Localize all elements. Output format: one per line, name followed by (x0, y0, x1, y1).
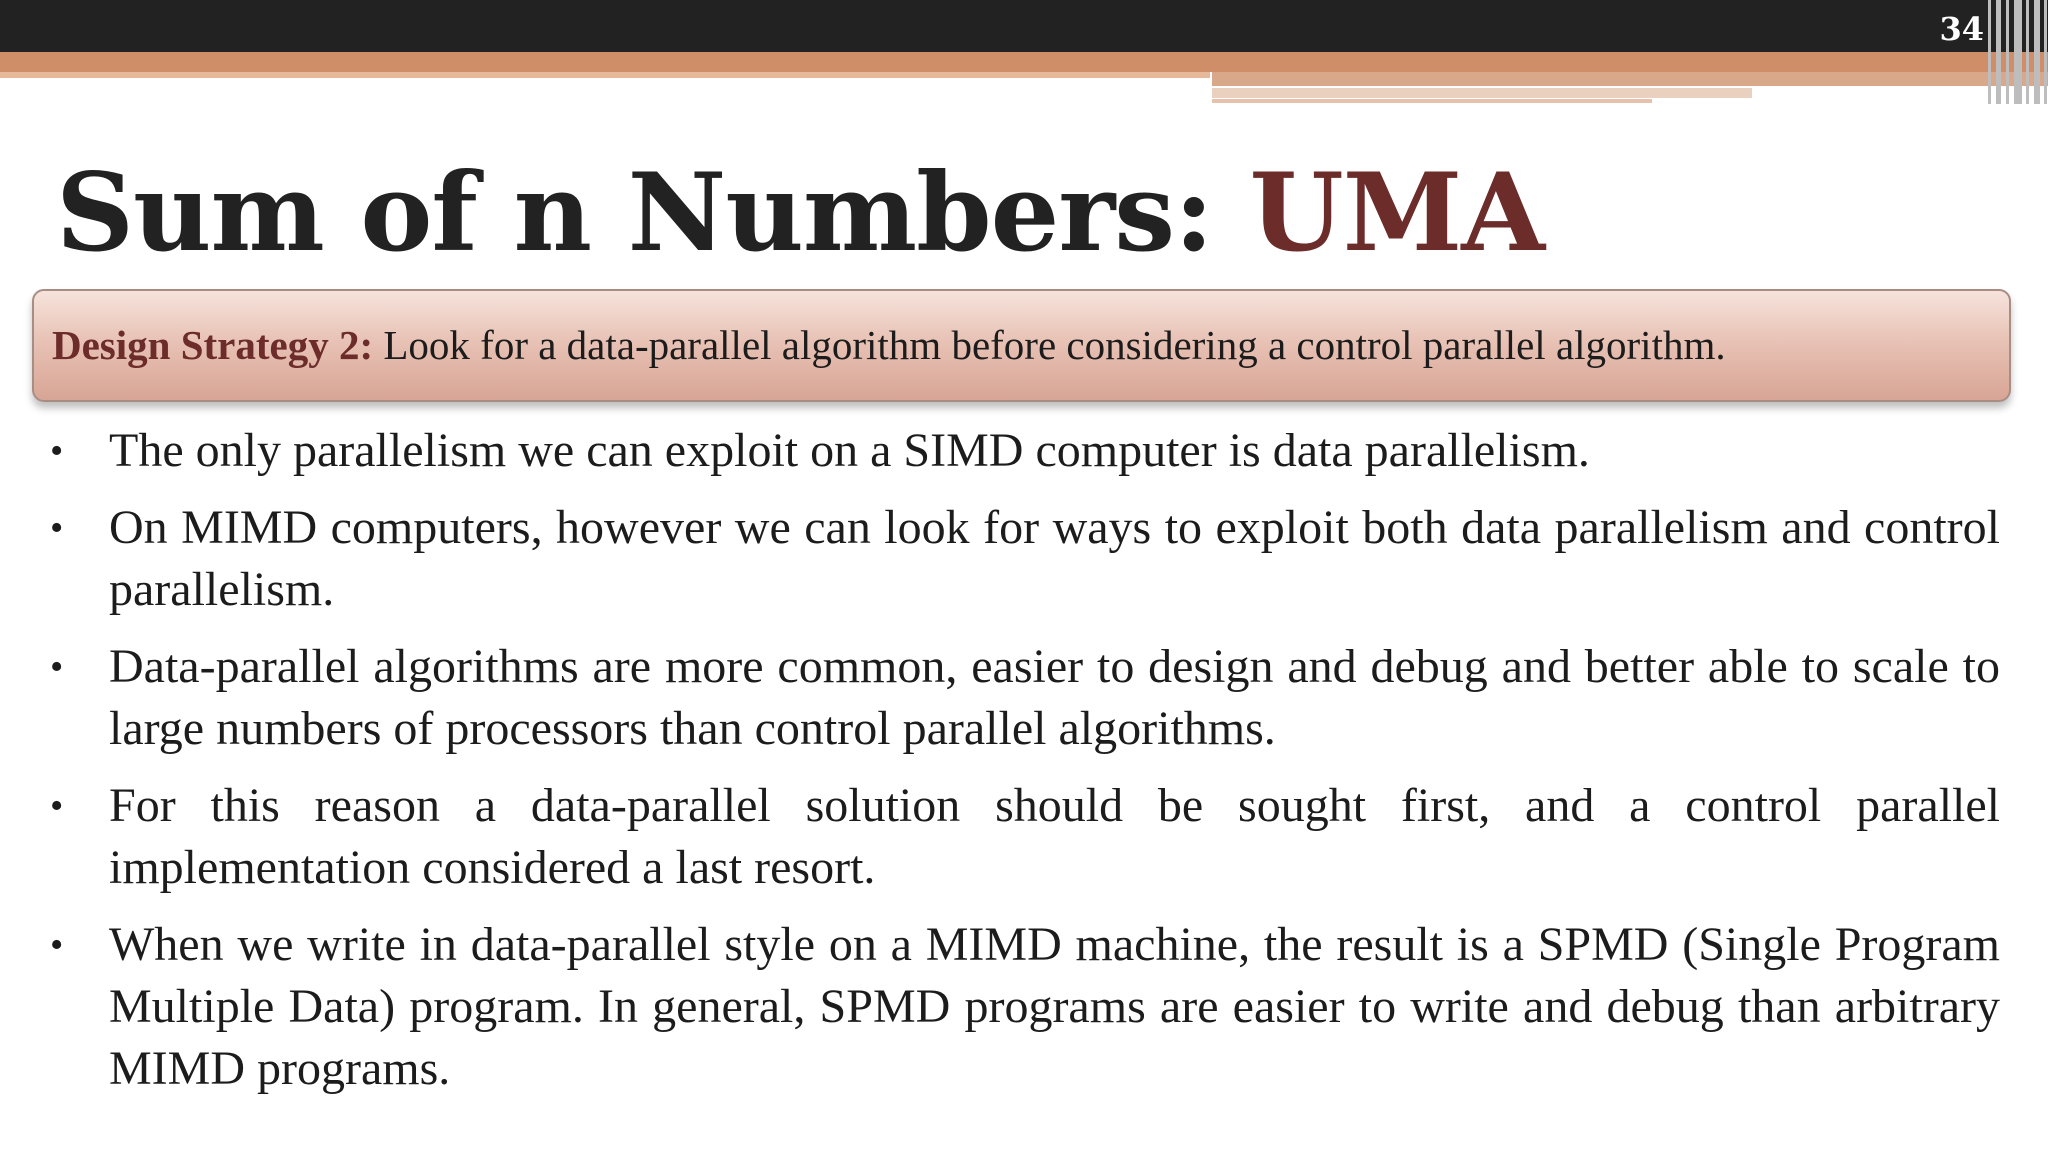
title-main: Sum of n Numbers: (56, 150, 1213, 276)
header-bar (0, 0, 2048, 52)
bullet-text: When we write in data-parallel style on a MIMD machine, the result is a SPMD (Single Program Multiple Data) program. In general, SPMD programs are easier to write and debug than arbitrary MIMD programs. (109, 918, 2000, 1095)
bullet-item (50, 497, 2000, 621)
strategy-label: Design Strategy 2: (52, 322, 374, 368)
bullet-item (50, 420, 2000, 482)
header-accent-band (1212, 72, 2048, 86)
bullet-dot-icon: • (50, 430, 64, 472)
header-accent-stripe-light (0, 72, 1210, 78)
bullet-dot-icon: • (50, 785, 64, 827)
bullet-dot-icon: • (50, 507, 64, 549)
bullet-item (50, 636, 2000, 760)
bullet-dot-icon: • (50, 646, 64, 688)
bullet-text: On MIMD computers, however we can look for ways to exploit both data parallelism and control parallelism. (109, 501, 2000, 616)
bullet-list (50, 420, 2000, 1115)
bullet-text: The only parallelism we can exploit on a SIMD computer is data parallelism. (109, 424, 1590, 477)
header-accent-line (1212, 99, 1652, 103)
header-accent-band-light (1212, 88, 1752, 98)
bullet-dot-icon: • (50, 924, 64, 966)
header-accent-stripe (0, 52, 2048, 72)
slide-title (56, 150, 1544, 276)
title-accent: UMA (1249, 150, 1545, 276)
bullet-text: Data-parallel algorithms are more common, easier to design and debug and better able to scale to large numbers of processors than control parallel algorithms. (109, 640, 2000, 755)
bullet-text: For this reason a data-parallel solution should be sought first, and a control parallel implementation considered a last resort. (109, 779, 2000, 894)
page-number: 34 (1939, 10, 1984, 48)
bullet-item (50, 775, 2000, 899)
bullet-item (50, 914, 2000, 1100)
decorative-stripes (1984, 0, 2048, 104)
strategy-text: Look for a data-parallel algorithm before considering a control parallel algorithm. (383, 322, 1726, 368)
design-strategy-box (32, 289, 2011, 402)
